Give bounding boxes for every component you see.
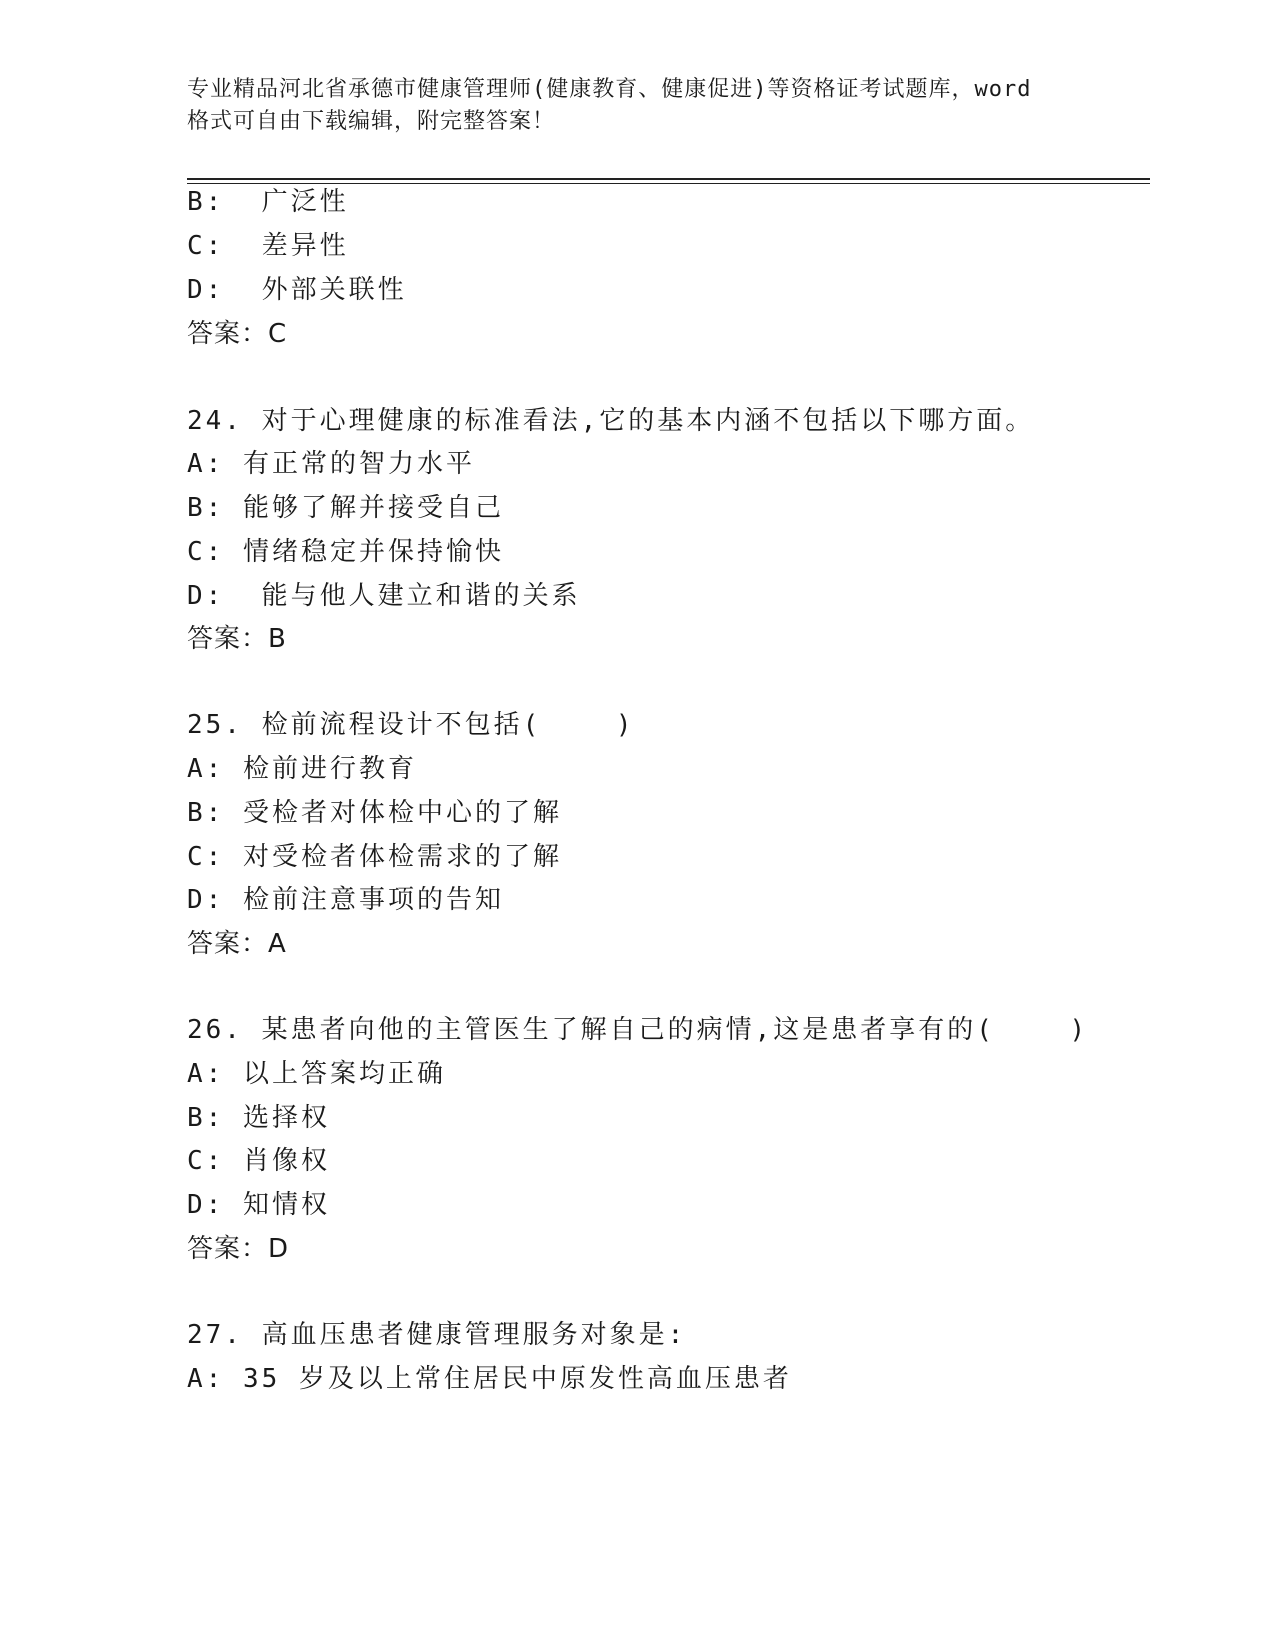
document-header: [187, 74, 1087, 138]
q25-question: 25. 检前流程设计不包括( ): [187, 710, 635, 740]
q26-option-b: B: 选择权: [187, 1103, 330, 1133]
q25-option-d: D: 检前注意事项的告知: [187, 885, 504, 915]
q26-option-d: D: 知情权: [187, 1190, 330, 1220]
q27-option-a: A: 35 岁及以上常住居民中原发性高血压患者: [187, 1364, 792, 1394]
header-line-2: 格式可自由下载编辑，附完整答案！: [187, 109, 556, 134]
q27-question: 27. 高血压患者健康管理服务对象是:: [187, 1320, 687, 1350]
q26-option-c: C: 肖像权: [187, 1146, 330, 1176]
q24-option-c: C: 情绪稳定并保持愉快: [187, 537, 504, 567]
q25-option-a: A: 检前进行教育: [187, 754, 417, 784]
q24-option-a: A: 有正常的智力水平: [187, 449, 475, 479]
q23-option-c: C: 差异性: [187, 231, 349, 261]
q23-option-b: B: 广泛性: [187, 187, 349, 217]
q24-option-d: D: 能与他人建立和谐的关系: [187, 581, 581, 611]
header-divider-thin: [187, 183, 1150, 184]
q23-answer: 答案：C: [187, 319, 288, 349]
q23-option-d: D: 外部关联性: [187, 275, 407, 305]
header-divider-thick: [187, 178, 1150, 180]
q25-option-c: C: 对受检者体检需求的了解: [187, 842, 562, 872]
q25-answer: 答案：A: [187, 929, 287, 959]
q26-answer: 答案：D: [187, 1234, 290, 1264]
q24-option-b: B: 能够了解并接受自己: [187, 493, 504, 523]
header-line-1: 专业精品河北省承德市健康管理师(健康教育、健康促进)等资格证考试题库，word: [187, 77, 1032, 102]
q24-question: 24. 对于心理健康的标准看法,它的基本内涵不包括以下哪方面。: [187, 406, 1035, 436]
q25-option-b: B: 受检者对体检中心的了解: [187, 798, 562, 828]
q24-answer: 答案：B: [187, 624, 287, 654]
q26-option-a: A: 以上答案均正确: [187, 1059, 446, 1089]
q26-question: 26. 某患者向他的主管医生了解自己的病情,这是患者享有的( ): [187, 1015, 1089, 1045]
